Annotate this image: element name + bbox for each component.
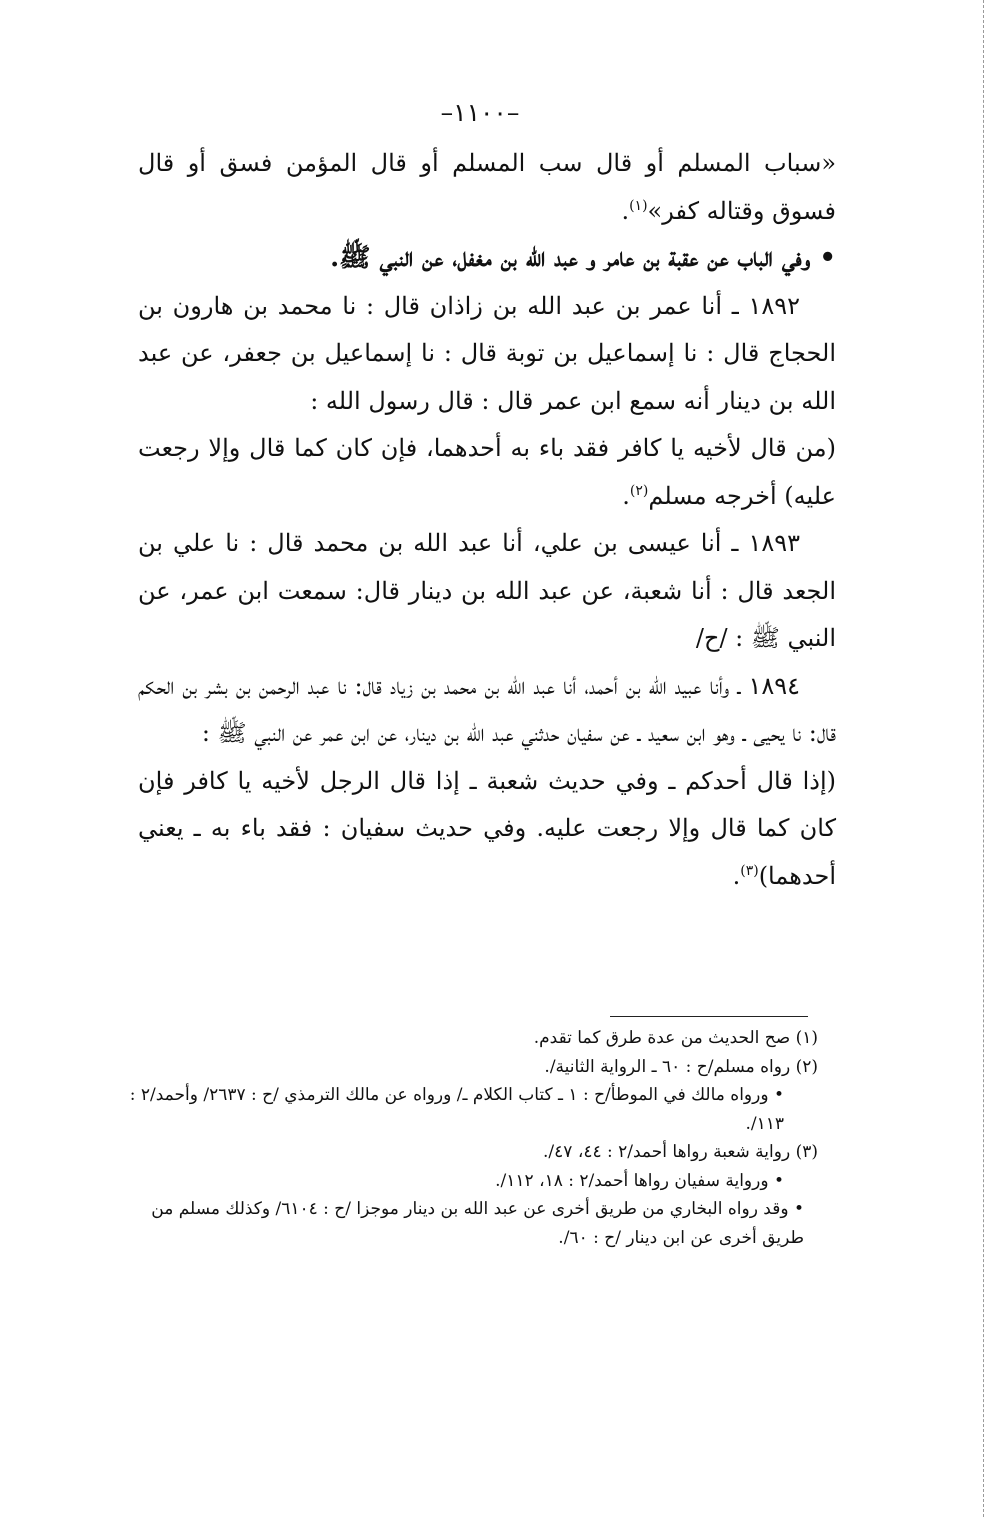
footnote-separator [610,1016,808,1017]
footnote-marker: (١) [629,197,648,214]
footnote: (١) صح الحديث من عدة طرق كما تقدم. [533,1028,818,1048]
hadith-chain-1893: ١٨٩٣ ـ أنا عيسى بن علي، أنا عبد الله بن محمد قال : نا علي بن الجعد قال : أنا شعبة، عن عبد الله بن دينار قال: سمعت ابن عمر، عن النبي ﷺ : /ح/ [138,529,836,652]
footnote-sub: • ورواية سفيان رواها أحمد/٢ : ١٨، ١١٢/. [495,1170,784,1191]
footnote-sub: • وقد رواه البخاري من طريق أخرى عن عبد الله بن دينار موجزا /ح : ٦١٠٤/ وكذلك مسلم من طريق أخرى عن ابن دينار /ح : ٦٠/. [151,1199,804,1248]
hadith-chain-1894: ١٨٩٤ ـ وأنا عبيد الله بن أحمد، أنا عبد الله بن محمد بن زياد قال: نا عبد الرحمن بن بشر بن الحكم قال: نا يحيى ـ وهو ابن سعيد ـ عن سفيان حدثني عبد الله بن دينار، عن ابن عمر عن النبي ﷺ : [138,671,836,747]
footnote-marker: (٢) [629,482,649,499]
footnotes [118,1024,818,1252]
page-edge-line [983,0,984,1517]
paragraph: «سباب المسلم أو قال سب المسلم أو قال المؤمن فسق أو قال فسوق وقتاله كفر»$^{(١)}$. [138,149,836,225]
page-number: –١١٠٠– [440,98,520,127]
footnote-sub: • ورواه مالك في الموطأ/ح : ١ ـ كتاب الكلام ـ/ ورواه عن مالك الترمذي /ح : ٢٦٣٧/ وأحمد/٢ : ١١٣/. [129,1085,784,1134]
footnote: (٣) رواية شعبة رواها أحمد/٢ : ٤٤، ٤٧/. [543,1142,818,1162]
hadith-chain-1892: ١٨٩٢ ـ أنا عمر بن عبد الله بن زاذان قال : نا محمد بن هارون بن الحجاج قال : نا إسماعيل بن توبة قال : نا إسماعيل بن جعفر، عن عبد الله بن دينار أنه سمع ابن عمر قال : قال رسول الله : [138,291,836,415]
chapter-note: • وفي الباب عن عقبة بن عامر و عبد الله بن مغفل، عن النبي ﷺ. [330,243,836,273]
footnote-marker: (٣) [740,862,759,879]
footnote: (٢) رواه مسلم/ح : ٦٠ ـ الرواية الثانية/. [544,1056,818,1077]
hadith-text: (من قال لأخيه يا كافر فقد باء به أحدهما، فإن كان كما قال وإلا رجعت عليه) أخرجه مسلم$^{(٢)}$. [138,434,836,510]
hadith-text: (إذا قال أحدكم ـ وفي حديث شعبة ـ إذا قال الرجل لأخيه يا كافر فإن كان كما قال وإلا رجعت عليه. وفي حديث سفيان : فقد باء به ـ يعني أحدهما)$^{(٣)}$. [138,766,836,890]
main-text [138,140,836,900]
